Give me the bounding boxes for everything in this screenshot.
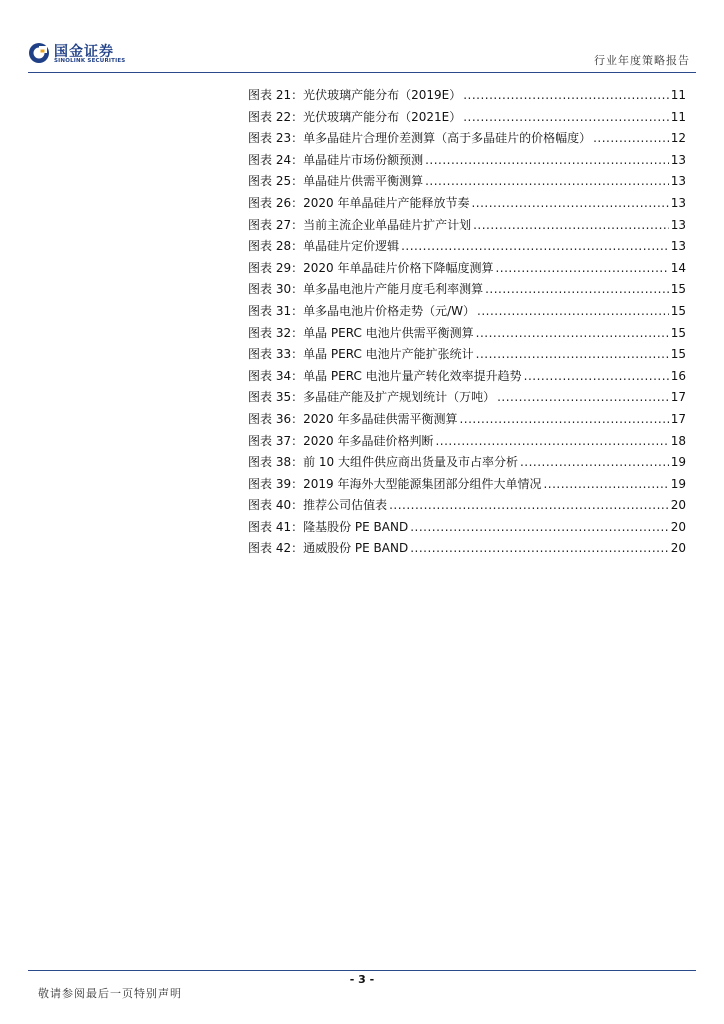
toc-entry-page: 13	[670, 152, 686, 167]
toc-entry-page: 15	[670, 282, 686, 297]
toc-entry-label: 图表 23：单多晶硅片合理价差测算（高于多晶硅片的价格幅度）	[248, 131, 592, 146]
toc-entry[interactable]	[248, 86, 686, 108]
toc-leader-dots	[459, 412, 668, 426]
toc-entry-label: 图表 41：隆基股份 PE BAND	[248, 519, 409, 534]
toc-entry-label: 图表 25：单晶硅片供需平衡测算	[248, 174, 424, 189]
toc-entry[interactable]	[248, 475, 686, 497]
toc-entry-page: 11	[670, 88, 686, 102]
footer-divider	[28, 970, 696, 971]
toc-entry-page: 13	[670, 174, 686, 189]
header-divider	[28, 72, 696, 73]
toc-entry[interactable]	[248, 194, 686, 216]
toc-entry[interactable]	[248, 324, 686, 346]
toc-entry[interactable]	[248, 108, 686, 130]
figure-list	[248, 86, 686, 561]
toc-entry[interactable]	[248, 388, 686, 410]
toc-entry[interactable]	[248, 259, 686, 281]
toc-entry-label: 图表 21：光伏玻璃产能分布（2019E）	[248, 88, 462, 102]
toc-entry-label: 图表 42：通威股份 PE BAND	[248, 541, 409, 556]
toc-entry[interactable]	[248, 151, 686, 173]
toc-entry[interactable]	[248, 367, 686, 389]
toc-entry-label: 图表 30：单多晶电池片产能月度毛利率测算	[248, 282, 484, 297]
toc-leader-dots	[401, 239, 669, 253]
toc-leader-dots	[425, 153, 669, 167]
report-type-title: 行业年度策略报告	[594, 54, 690, 67]
toc-leader-dots	[476, 347, 669, 361]
toc-leader-dots	[495, 261, 668, 275]
toc-leader-dots	[410, 541, 669, 555]
toc-entry-page: 20	[670, 519, 686, 534]
toc-entry-page: 13	[670, 239, 686, 254]
toc-entry[interactable]	[248, 129, 686, 151]
toc-entry-page: 11	[670, 109, 686, 124]
toc-entry[interactable]	[248, 172, 686, 194]
toc-entry-label: 图表 24：单晶硅片市场份额预测	[248, 152, 424, 167]
toc-leader-dots	[524, 369, 669, 383]
toc-entry-page: 20	[670, 541, 686, 556]
toc-entry[interactable]	[248, 345, 686, 367]
toc-entry-label: 图表 37：2020 年多晶硅价格判断	[248, 433, 434, 448]
toc-entry[interactable]	[248, 539, 686, 561]
logo-english-text: SINOLINK SECURITIES	[54, 58, 126, 64]
toc-entry[interactable]	[248, 453, 686, 475]
sinolink-logo-icon	[28, 42, 50, 64]
toc-leader-dots	[497, 390, 669, 404]
toc-leader-dots	[473, 218, 669, 232]
toc-leader-dots	[477, 304, 669, 318]
toc-entry-label: 图表 31：单多晶电池片价格走势（元/W）	[248, 303, 475, 318]
toc-entry[interactable]	[248, 518, 686, 540]
toc-entry-page: 19	[670, 455, 686, 470]
toc-leader-dots	[463, 88, 669, 102]
toc-entry-label: 图表 34：单晶 PERC 电池片量产转化效率提升趋势	[248, 368, 522, 383]
toc-entry[interactable]	[248, 496, 686, 518]
toc-entry-label: 图表 40：推荐公司估值表	[248, 498, 388, 513]
page-header	[28, 40, 696, 70]
toc-entry-page: 13	[670, 195, 686, 210]
page-number: - 3 -	[349, 973, 375, 986]
logo-chinese-text: 国金证券	[54, 44, 114, 60]
disclaimer-text: 敬请参阅最后一页特别声明	[38, 987, 182, 1000]
toc-entry-page: 17	[670, 390, 686, 405]
toc-entry-label: 图表 26：2020 年单晶硅片产能释放节奏	[248, 195, 470, 210]
toc-entry[interactable]	[248, 280, 686, 302]
toc-entry-page: 17	[670, 411, 686, 426]
toc-entry-label: 图表 29：2020 年单晶硅片价格下降幅度测算	[248, 260, 494, 275]
toc-leader-dots	[389, 498, 669, 512]
toc-entry[interactable]	[248, 410, 686, 432]
sinolink-logo	[28, 40, 138, 70]
toc-entry-page: 20	[670, 498, 686, 513]
toc-entry-page: 15	[670, 347, 686, 362]
toc-leader-dots	[485, 282, 669, 296]
toc-entry-label: 图表 28：单晶硅片定价逻辑	[248, 239, 400, 254]
toc-entry-page: 18	[670, 433, 686, 448]
toc-entry[interactable]	[248, 216, 686, 238]
toc-entry-page: 12	[670, 131, 686, 146]
toc-entry-label: 图表 22：光伏玻璃产能分布（2021E）	[248, 109, 462, 124]
toc-entry-label: 图表 39：2019 年海外大型能源集团部分组件大单情况	[248, 476, 542, 491]
toc-leader-dots	[410, 520, 669, 534]
toc-leader-dots	[520, 455, 669, 469]
toc-entry-page: 13	[670, 217, 686, 232]
toc-leader-dots	[471, 196, 668, 210]
toc-leader-dots	[425, 174, 669, 188]
toc-entry[interactable]	[248, 432, 686, 454]
toc-entry-label: 图表 35：多晶硅产能及扩产规划统计（万吨）	[248, 390, 496, 405]
toc-entry-page: 16	[670, 368, 686, 383]
toc-leader-dots	[593, 131, 669, 145]
toc-leader-dots	[543, 477, 668, 491]
toc-entry-label: 图表 36：2020 年多晶硅供需平衡测算	[248, 411, 458, 426]
toc-entry-page: 19	[670, 476, 686, 491]
toc-entry-label: 图表 38：前 10 大组件供应商出货量及市占率分析	[248, 455, 518, 470]
toc-entry-label: 图表 27：当前主流企业单晶硅片扩产计划	[248, 217, 472, 232]
toc-entry-page: 15	[670, 325, 686, 340]
toc-entry-page: 14	[670, 260, 686, 275]
toc-leader-dots	[476, 326, 669, 340]
toc-entry-page: 15	[670, 303, 686, 318]
toc-entry[interactable]	[248, 302, 686, 324]
toc-entry-label: 图表 33：单晶 PERC 电池片产能扩张统计	[248, 347, 474, 362]
toc-entry[interactable]	[248, 237, 686, 259]
toc-entry-label: 图表 32：单晶 PERC 电池片供需平衡测算	[248, 325, 474, 340]
toc-leader-dots	[435, 434, 668, 448]
toc-leader-dots	[463, 110, 669, 124]
